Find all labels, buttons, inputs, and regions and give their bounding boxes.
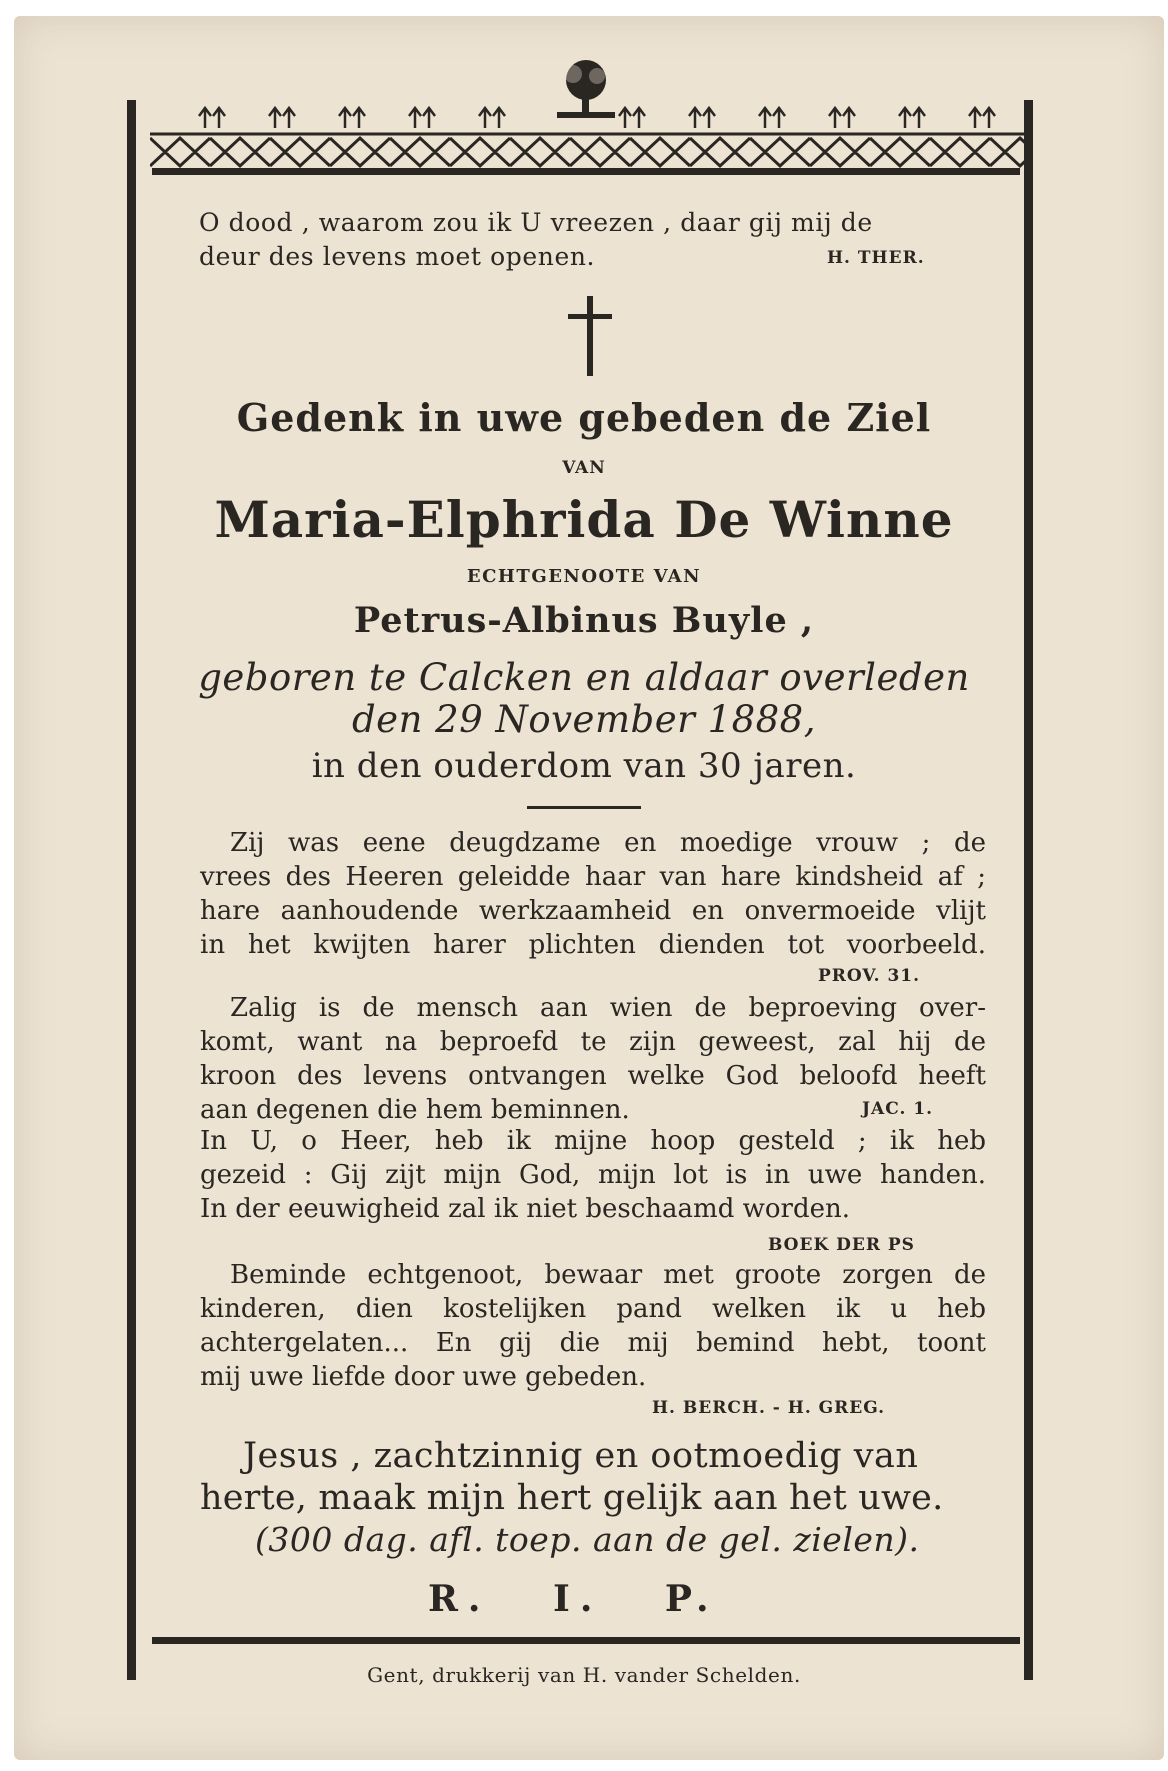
gedenk-heading: Gedenk in uwe gebeden de Ziel [236,395,932,440]
left-border [127,100,136,1680]
age-line: in den ouderdom van 30 jaren. [311,746,857,786]
born-line2: den 29 November 1888, [351,698,816,741]
para1-line: Zij was eene deugdzame en moedige vrouw ; de [230,828,986,858]
prayer-line3: (300 dag. afl. toep. aan de gel. zielen). [255,1520,920,1559]
para2-line: kroon des levens ontvangen welke God beloofd heeft [200,1061,986,1091]
para3-line: gezeid : Gij zijt mijn God, mijn lot is in uwe handen. [200,1160,986,1190]
bottom-border [152,1637,1020,1644]
spouse-prefix: ECHTGENOOTE VAN [466,566,702,587]
prayer-line1: Jesus , zachtzinnig en ootmoedig van [243,1436,919,1476]
paragraph-3 [200,1124,986,1226]
para4-line: kinderen, dien kostelijken pand welken ik u heb [200,1294,986,1324]
para4-source: H. BERCH. - H. GREG. [652,1398,886,1418]
para1-line: in het kwijten harer plichten dienden tot voorbeeld. [200,930,986,960]
born-line1: geboren te Calcken en aldaar overleden [198,656,970,699]
para3-source: BOEK DER PS [768,1235,915,1255]
para4-line: Beminde echtgenoot, bewaar met groote zorgen de [230,1260,986,1290]
tree-emblem-icon [551,54,621,126]
para4-line: mij uwe liefde door uwe gebeden. [200,1362,647,1392]
para1-line: hare aanhoudende werkzaamheid en onvermoeide vlijt [200,896,986,926]
para1-source: PROV. 31. [818,966,921,986]
right-border [1024,100,1033,1680]
header-quote-line2: deur des levens moet openen. [199,242,596,271]
separator-rule [527,806,641,809]
para2-line: Zalig is de mensch aan wien de beproeving over- [230,993,986,1023]
deceased-name: Maria-Elphrida De Winne [214,490,954,549]
paragraph-1 [200,826,986,962]
para4-line: achtergelaten... En gij die mij bemind hebt, toont [200,1328,986,1358]
spouse-name: Petrus-Albinus Buyle , [353,600,815,641]
header-quote-line1: O dood , waarom zou ik U vreezen , daar gij mij de [199,208,873,237]
cross-icon [566,296,614,376]
para3-line: In U, o Heer, heb ik mijne hoop gesteld ; ik heb [200,1126,986,1156]
para3-line: In der eeuwigheid zal ik niet beschaamd worden. [200,1194,850,1224]
para1-line: vrees des Heeren geleidde haar van hare kindsheid af ; [200,862,986,892]
printer-line: Gent, drukkerij van H. vander Schelden. [367,1663,801,1687]
rip-label: R. I. P. [428,1578,719,1620]
header-quote-source: H. THER. [827,248,925,268]
para2-line: komt, want na beproefd te zijn geweest, zal hij de [200,1027,986,1057]
para2-line: aan degenen die hem beminnen. [200,1095,630,1125]
paragraph-4 [200,1258,986,1394]
van-label: VAN [562,458,606,478]
para2-source: JAC. 1. [862,1099,934,1119]
prayer-line2: herte, maak mijn hert gelijk aan het uwe. [200,1478,944,1518]
